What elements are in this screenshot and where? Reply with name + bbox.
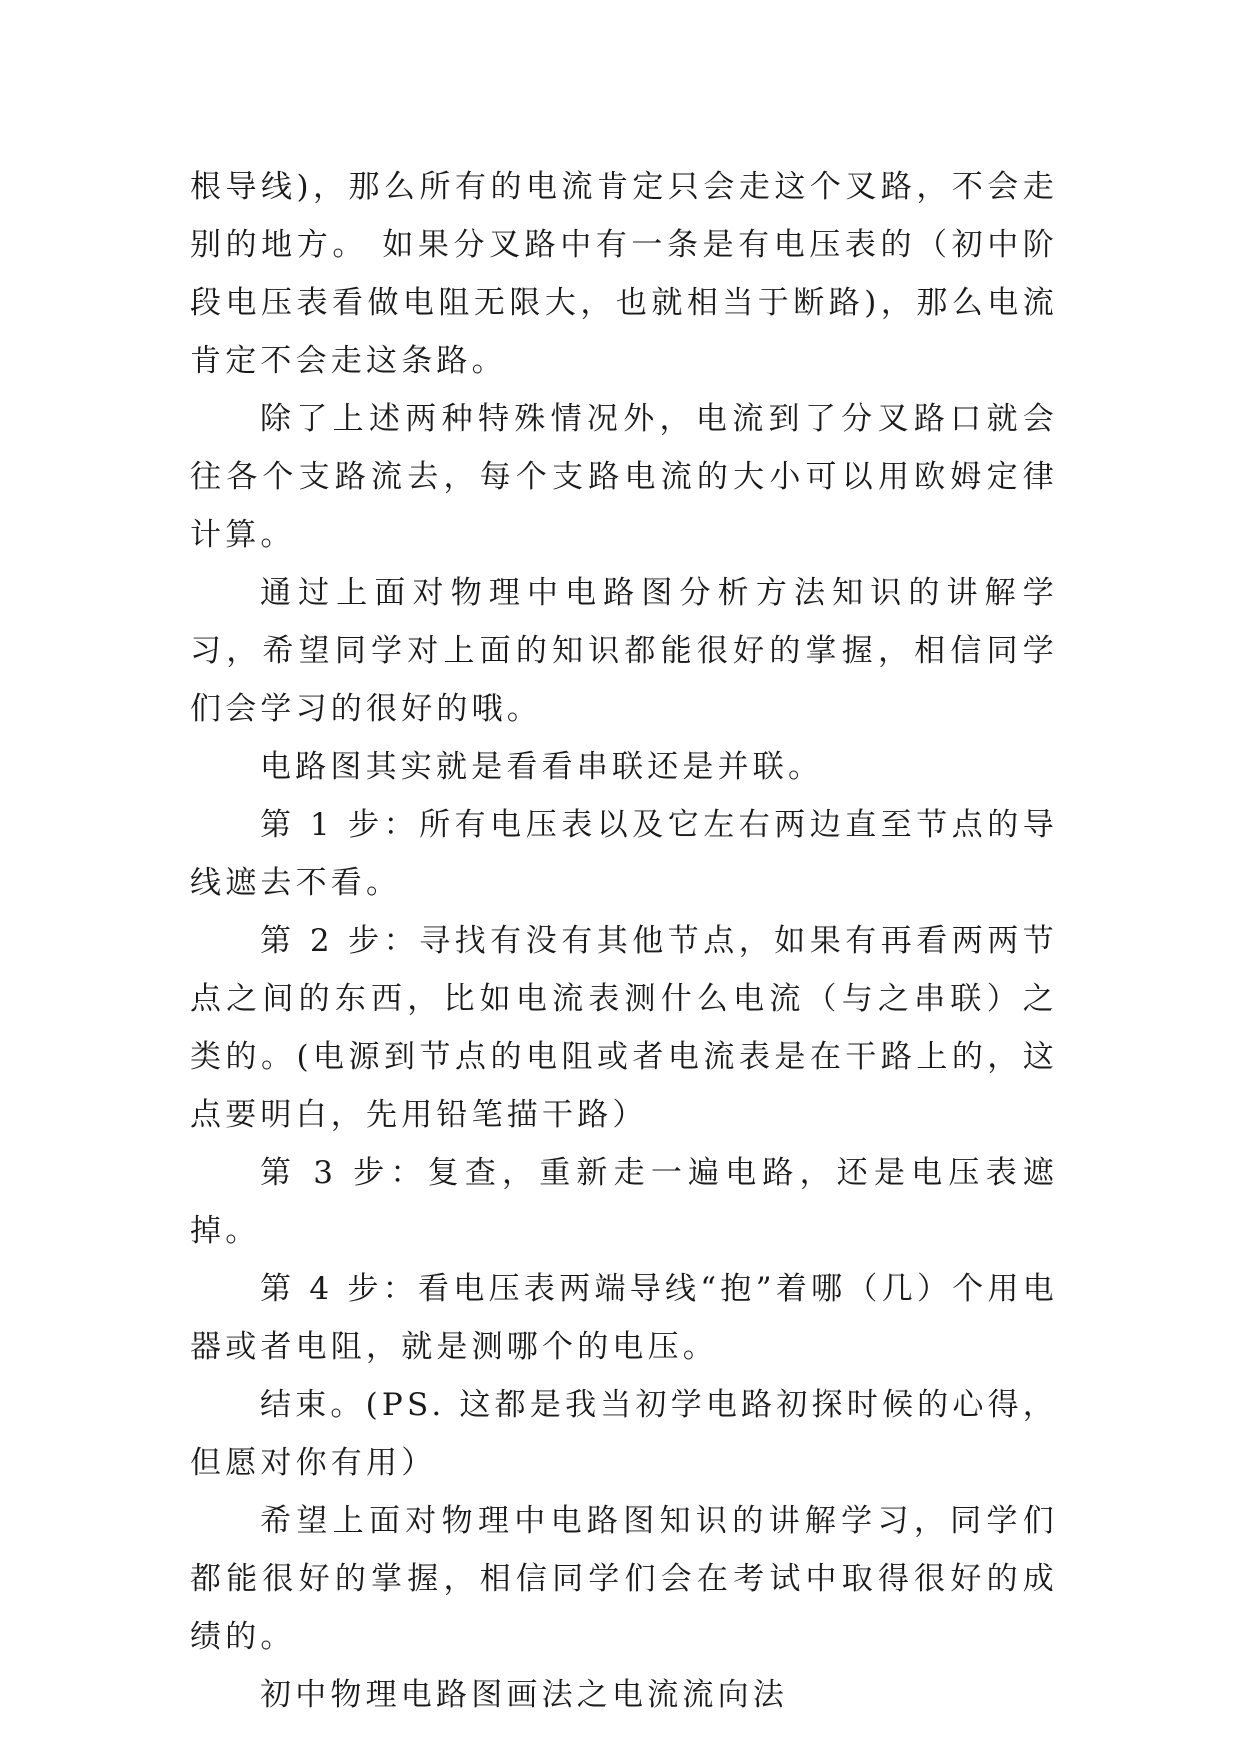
step-1-paragraph: 第 1 步：所有电压表以及它左右两边直至节点的导线遮去不看。 [190, 807, 1058, 901]
paragraph-2: 除了上述两种特殊情况外，电流到了分叉路口就会往各个支路流去，每个支路电流的大小可以用欧姆定律计算。 [190, 401, 1058, 553]
step-3-paragraph: 第 3 步：复查，重新走一遍电路，还是电压表遮掉。 [190, 1155, 1058, 1249]
section-heading: 初中物理电路图画法之电流流向法 [260, 1677, 788, 1713]
step-4-paragraph: 第 4 步：看电压表两端导线“抱”着哪（几）个用电器或者电阻，就是测哪个的电压。 [190, 1271, 1058, 1365]
paragraph-4: 电路图其实就是看看串联还是并联。 [260, 749, 824, 785]
paragraph-1: 根导线)，那么所有的电流肯定只会走这个叉路，不会走别的地方。 如果分叉路中有一条是有电压表的（初中阶段电压表看做电阻无限大，也就相当于断路)，那么电流肯定不会走这条路。 [190, 169, 1058, 379]
closing-paragraph: 希望上面对物理中电路图知识的讲解学习，同学们都能很好的掌握，相信同学们会在考试中取得很好的成绩的。 [190, 1503, 1058, 1655]
document-body [190, 158, 1058, 1724]
paragraph-3: 通过上面对物理中电路图分析方法知识的讲解学习，希望同学对上面的知识都能很好的掌握，相信同学们会学习的很好的哦。 [190, 575, 1058, 727]
conclusion-paragraph: 结束。(PS. 这都是我当初学电路初探时候的心得，但愿对你有用） [190, 1387, 1058, 1481]
step-2-paragraph: 第 2 步：寻找有没有其他节点，如果有再看两两节点之间的东西，比如电流表测什么电流（与之串联）之类的。(电源到节点的电阻或者电流表是在干路上的，这点要明白，先用铅笔描干路） [190, 923, 1058, 1133]
